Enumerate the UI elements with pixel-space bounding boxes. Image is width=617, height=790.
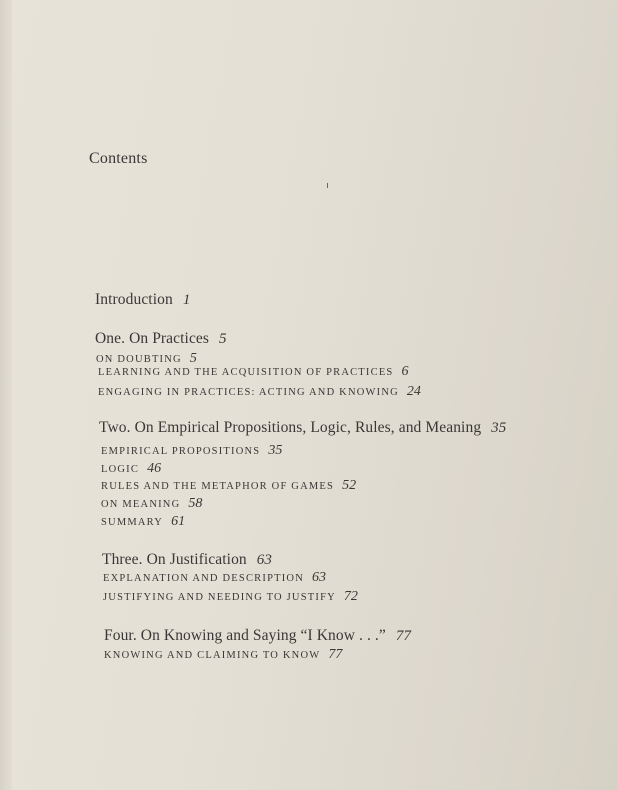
toc-section-summary: [101, 514, 185, 530]
entry-page-number: 1: [182, 292, 191, 308]
ink-mark: [327, 183, 328, 188]
page-title: Contents: [89, 150, 148, 167]
entry-page-number: 35: [491, 420, 507, 436]
entry-page-number: 61: [171, 514, 186, 529]
entry-title: ON DOUBTING: [96, 354, 182, 365]
toc-section-engaging: [98, 384, 421, 400]
toc-section-empirical: [101, 443, 282, 459]
entry-title: Introduction: [95, 291, 173, 308]
entry-page-number: 77: [328, 647, 343, 662]
entry-title: EMPIRICAL PROPOSITIONS: [101, 446, 261, 457]
entry-page-number: 77: [395, 628, 412, 644]
entry-page-number: 46: [147, 461, 162, 476]
entry-title: Two. On Empirical Propositions, Logic, Rules, and Meaning: [99, 419, 482, 436]
entry-title: ON MEANING: [101, 499, 181, 510]
entry-page-number: 35: [268, 443, 283, 458]
entry-title: EXPLANATION AND DESCRIPTION: [103, 573, 304, 584]
entry-page-number: 58: [188, 496, 203, 511]
entry-title: KNOWING AND CLAIMING TO KNOW: [104, 650, 321, 661]
toc-chapter-one: [95, 330, 227, 348]
entry-page-number: 6: [401, 364, 409, 379]
entry-title: Four. On Knowing and Saying “I Know . . .”: [104, 627, 386, 644]
toc-section-logic: [101, 461, 161, 477]
entry-page-number: 63: [312, 570, 326, 585]
toc-entry-introduction: [95, 291, 190, 309]
entry-title: LOGIC: [101, 464, 140, 475]
toc-section-knowing: [104, 647, 342, 663]
page-edge-shadow: [0, 0, 12, 790]
toc-section-meaning: [101, 496, 202, 512]
entry-title: SUMMARY: [101, 517, 164, 528]
toc-section-justifying: [103, 589, 358, 605]
toc-chapter-four: [104, 627, 411, 645]
entry-title: RULES AND THE METAPHOR OF GAMES: [101, 481, 335, 492]
entry-title: One. On Practices: [95, 330, 210, 347]
toc-chapter-three: [102, 551, 272, 569]
entry-title: LEARNING AND THE ACQUISITION OF PRACTICES: [98, 367, 394, 378]
entry-page-number: 24: [406, 384, 421, 399]
toc-section-explanation: [103, 570, 326, 586]
entry-title: Three. On Justification: [102, 551, 247, 568]
toc-section-learning: [98, 364, 408, 380]
entry-page-number: 5: [219, 331, 227, 347]
entry-title: JUSTIFYING AND NEEDING TO JUSTIFY: [103, 592, 336, 603]
entry-page-number: 63: [256, 552, 272, 568]
toc-chapter-two: [99, 419, 506, 437]
entry-page-number: 5: [189, 351, 197, 366]
entry-page-number: 52: [342, 478, 357, 493]
entry-page-number: 72: [343, 589, 358, 604]
toc-section-rules: [101, 478, 356, 494]
entry-title: ENGAGING IN PRACTICES: ACTING AND KNOWING: [98, 387, 399, 398]
